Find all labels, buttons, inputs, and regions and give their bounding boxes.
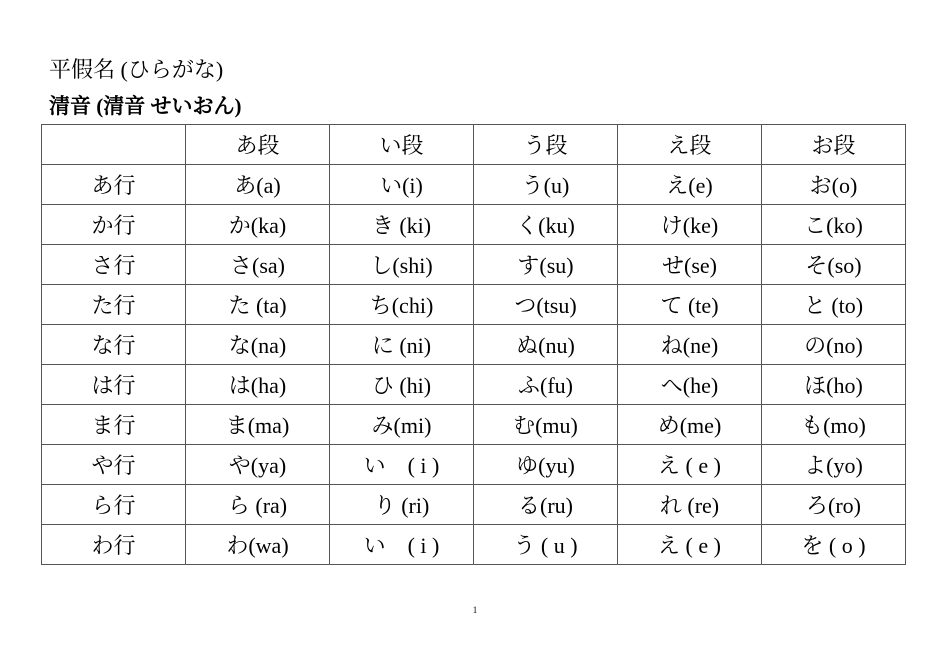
cell-i: み(mi) bbox=[330, 405, 474, 445]
cell-i: い ( i ) bbox=[330, 445, 474, 485]
hiragana-table bbox=[41, 124, 906, 565]
cell-u: る(ru) bbox=[474, 485, 618, 525]
cell-a: わ(wa) bbox=[186, 525, 330, 565]
table-row bbox=[42, 365, 906, 405]
table-row bbox=[42, 485, 906, 525]
cell-o: を ( o ) bbox=[762, 525, 906, 565]
row-header: わ行 bbox=[42, 525, 186, 565]
cell-e: れ (re) bbox=[618, 485, 762, 525]
column-header-e: え段 bbox=[618, 125, 762, 165]
cell-a: た (ta) bbox=[186, 285, 330, 325]
cell-u: う(u) bbox=[474, 165, 618, 205]
table-row bbox=[42, 445, 906, 485]
cell-e: へ(he) bbox=[618, 365, 762, 405]
cell-i: に (ni) bbox=[330, 325, 474, 365]
cell-u: う ( u ) bbox=[474, 525, 618, 565]
row-header: か行 bbox=[42, 205, 186, 245]
cell-o: お(o) bbox=[762, 165, 906, 205]
row-header: あ行 bbox=[42, 165, 186, 205]
cell-i: ち(chi) bbox=[330, 285, 474, 325]
cell-a: ま(ma) bbox=[186, 405, 330, 445]
cell-e: ね(ne) bbox=[618, 325, 762, 365]
column-header-u: う段 bbox=[474, 125, 618, 165]
cell-u: む(mu) bbox=[474, 405, 618, 445]
cell-u: ゆ(yu) bbox=[474, 445, 618, 485]
table-corner-cell bbox=[42, 125, 186, 165]
cell-i: ひ (hi) bbox=[330, 365, 474, 405]
cell-a: さ(sa) bbox=[186, 245, 330, 285]
page-number: 1 bbox=[472, 605, 478, 615]
cell-e: せ(se) bbox=[618, 245, 762, 285]
cell-u: ぬ(nu) bbox=[474, 325, 618, 365]
column-header-a: あ段 bbox=[186, 125, 330, 165]
table-body bbox=[42, 165, 906, 565]
row-header: な行 bbox=[42, 325, 186, 365]
cell-a: あ(a) bbox=[186, 165, 330, 205]
cell-o: こ(ko) bbox=[762, 205, 906, 245]
cell-e: め(me) bbox=[618, 405, 762, 445]
row-header: さ行 bbox=[42, 245, 186, 285]
cell-u: つ(tsu) bbox=[474, 285, 618, 325]
cell-i: り (ri) bbox=[330, 485, 474, 525]
row-header: は行 bbox=[42, 365, 186, 405]
cell-u: く(ku) bbox=[474, 205, 618, 245]
cell-o: も(mo) bbox=[762, 405, 906, 445]
cell-o: ろ(ro) bbox=[762, 485, 906, 525]
row-header: ら行 bbox=[42, 485, 186, 525]
cell-o: と (to) bbox=[762, 285, 906, 325]
table-row bbox=[42, 525, 906, 565]
cell-o: ほ(ho) bbox=[762, 365, 906, 405]
cell-a: な(na) bbox=[186, 325, 330, 365]
cell-i: し(shi) bbox=[330, 245, 474, 285]
page-title: 平假名 (ひらがな) bbox=[49, 57, 224, 82]
table-row bbox=[42, 285, 906, 325]
cell-o: そ(so) bbox=[762, 245, 906, 285]
cell-i: い ( i ) bbox=[330, 525, 474, 565]
cell-e: え ( e ) bbox=[618, 445, 762, 485]
column-header-o: お段 bbox=[762, 125, 906, 165]
section-subtitle: 清音 (清音 せいおん) bbox=[49, 94, 242, 118]
table-row bbox=[42, 205, 906, 245]
cell-u: す(su) bbox=[474, 245, 618, 285]
cell-e: け(ke) bbox=[618, 205, 762, 245]
cell-a: や(ya) bbox=[186, 445, 330, 485]
row-header: ま行 bbox=[42, 405, 186, 445]
cell-e: え ( e ) bbox=[618, 525, 762, 565]
cell-o: よ(yo) bbox=[762, 445, 906, 485]
table-row bbox=[42, 245, 906, 285]
table-header-row bbox=[42, 125, 906, 165]
cell-a: か(ka) bbox=[186, 205, 330, 245]
cell-o: の(no) bbox=[762, 325, 906, 365]
row-header: や行 bbox=[42, 445, 186, 485]
cell-a: は(ha) bbox=[186, 365, 330, 405]
cell-i: き (ki) bbox=[330, 205, 474, 245]
cell-e: て (te) bbox=[618, 285, 762, 325]
row-header: た行 bbox=[42, 285, 186, 325]
cell-i: い(i) bbox=[330, 165, 474, 205]
table-row bbox=[42, 405, 906, 445]
cell-e: え(e) bbox=[618, 165, 762, 205]
table-row bbox=[42, 325, 906, 365]
column-header-i: い段 bbox=[330, 125, 474, 165]
cell-u: ふ(fu) bbox=[474, 365, 618, 405]
table-row bbox=[42, 165, 906, 205]
cell-a: ら (ra) bbox=[186, 485, 330, 525]
